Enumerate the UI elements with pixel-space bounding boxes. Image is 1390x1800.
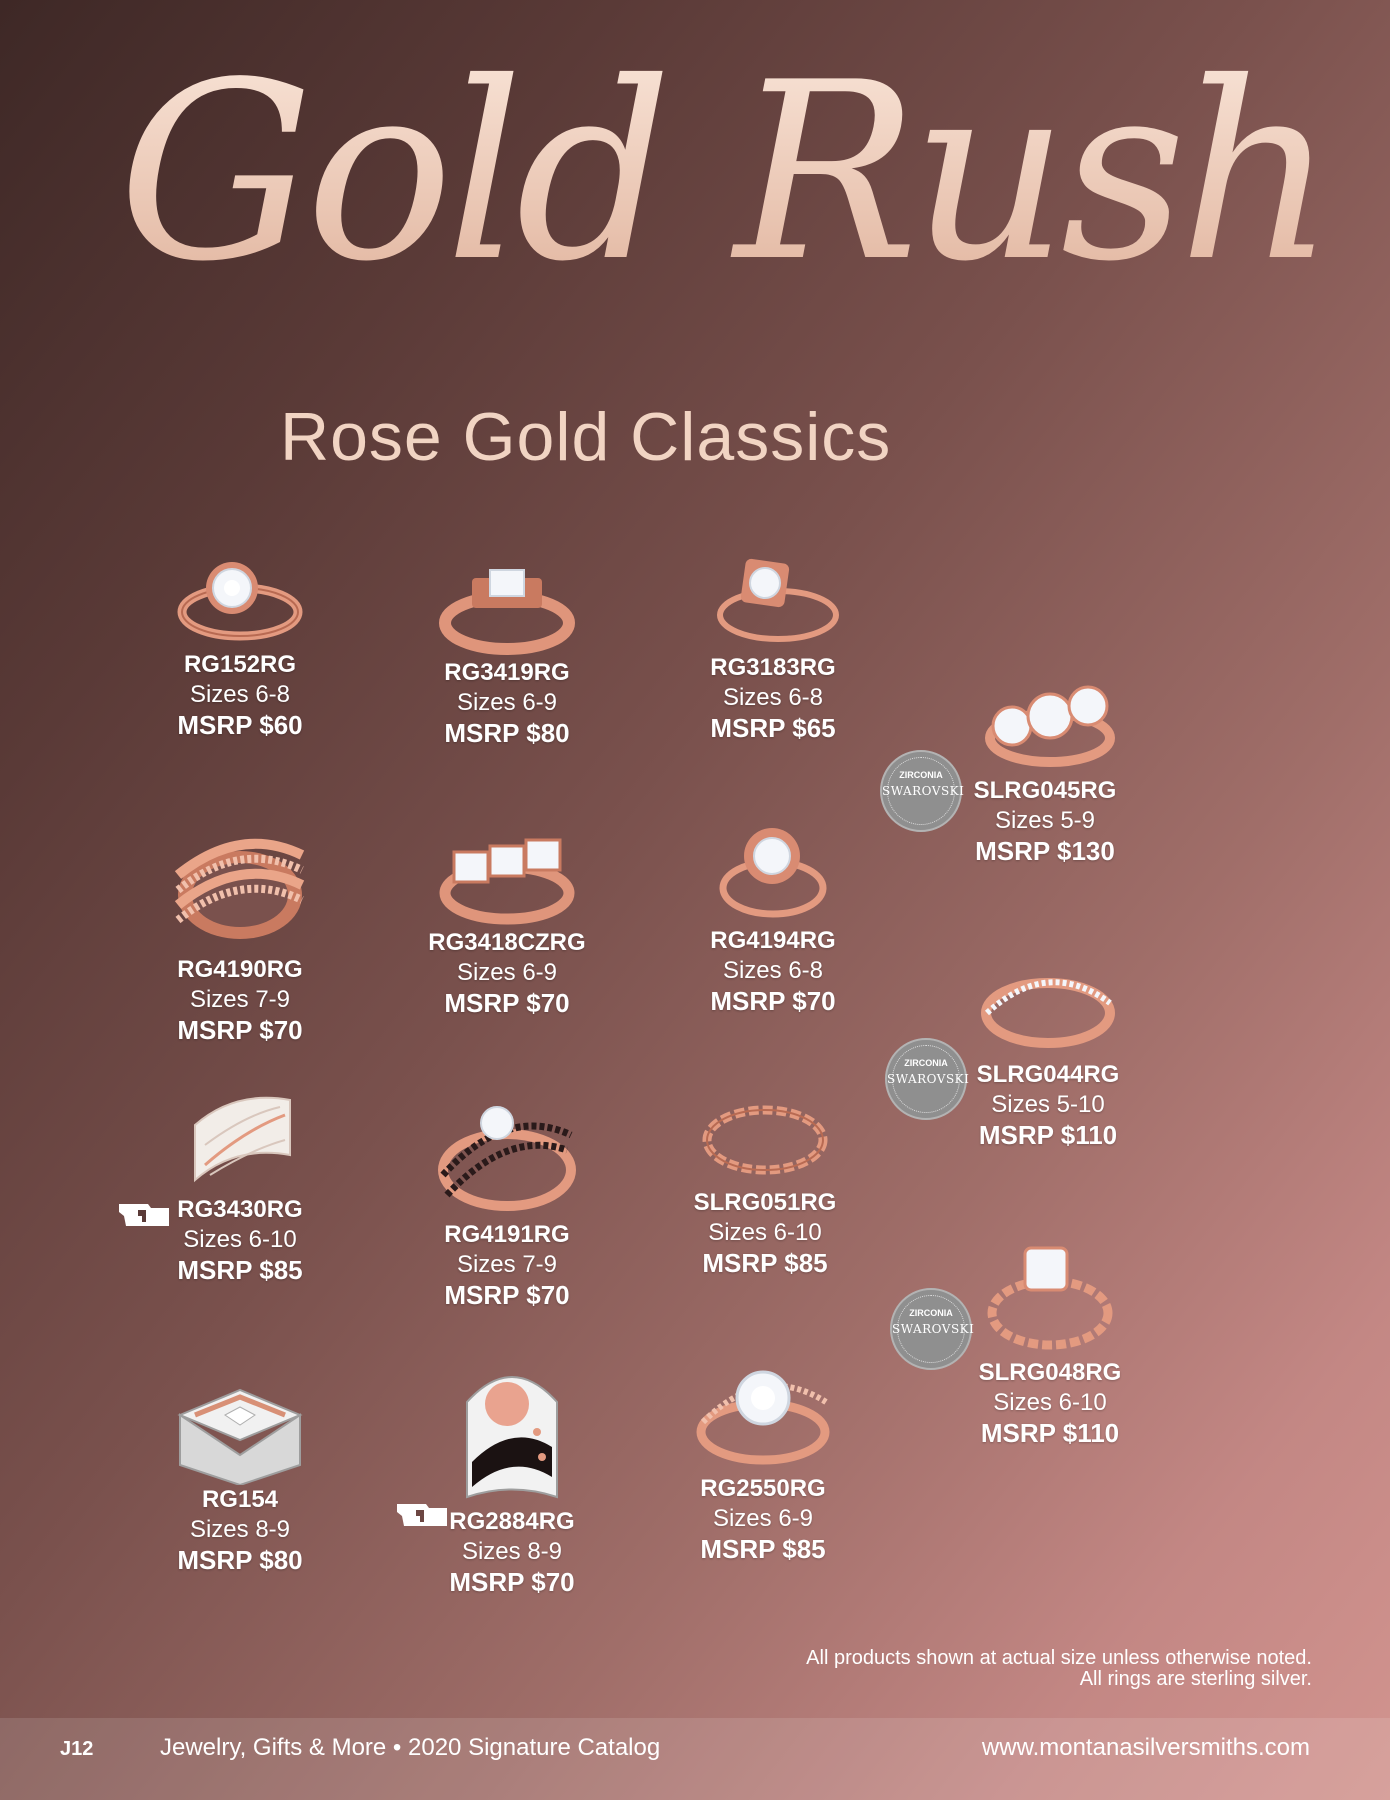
ring-image: [165, 1085, 315, 1195]
product-sizes: Sizes 6-9: [456, 959, 558, 986]
product-sku: RG3418CZRG: [428, 929, 586, 956]
product-rg4191rg[interactable]: [392, 1095, 622, 1310]
product-notes: [806, 1648, 1312, 1690]
product-sku: RG2550RG: [700, 1475, 826, 1502]
product-sku: SLRG044RG: [976, 1061, 1120, 1088]
product-price: MSRP $65: [710, 713, 836, 743]
product-sku: RG3419RG: [444, 659, 570, 686]
product-sizes: Sizes 6-10: [183, 1226, 297, 1253]
product-price: MSRP $80: [177, 1545, 303, 1575]
product-sizes: Sizes 7-9: [456, 1251, 558, 1278]
product-sizes: Sizes 6-8: [722, 684, 824, 711]
product-price: MSRP $70: [449, 1567, 575, 1597]
product-rg3430rg[interactable]: [125, 1085, 355, 1285]
montana-icon: [396, 1502, 448, 1528]
product-sizes: Sizes 5-10: [991, 1091, 1105, 1118]
product-sizes: Sizes 6-10: [708, 1219, 822, 1246]
product-sizes: Sizes 6-9: [712, 1505, 814, 1532]
product-sku: RG152RG: [183, 651, 297, 678]
ring-image: [165, 815, 315, 955]
product-slrg051rg[interactable]: [650, 1090, 880, 1278]
product-sku: RG4194RG: [710, 927, 836, 954]
swarovski-badge: [890, 1288, 975, 1370]
product-sku: SLRG045RG: [973, 777, 1117, 804]
ring-image: [970, 678, 1120, 776]
product-sku: RG4191RG: [444, 1221, 570, 1248]
page-subtitle: Rose Gold Classics: [280, 399, 892, 475]
ring-image: [427, 1095, 587, 1220]
product-slrg045rg[interactable]: [930, 678, 1160, 866]
product-sku: RG154: [201, 1486, 279, 1513]
product-sizes: Sizes 6-10: [993, 1389, 1107, 1416]
product-price: MSRP $130: [975, 836, 1115, 866]
product-price: MSRP $60: [177, 710, 303, 740]
product-sizes: Sizes 6-9: [456, 689, 558, 716]
product-sizes: Sizes 8-9: [189, 1516, 291, 1543]
product-rg3183rg[interactable]: [658, 553, 888, 743]
product-rg4190rg[interactable]: [125, 815, 355, 1045]
product-rg154[interactable]: [125, 1385, 355, 1575]
ring-image: [432, 828, 582, 928]
product-sku: RG3430RG: [177, 1196, 303, 1223]
product-price: MSRP $70: [710, 986, 836, 1016]
product-sku: SLRG051RG: [693, 1189, 837, 1216]
product-price: MSRP $70: [444, 1280, 570, 1310]
note-line: All products shown at actual size unless otherwise noted.: [806, 1647, 1312, 1669]
badge-top-text: ZIRCONIA: [904, 1058, 948, 1068]
page-title: Gold Rush: [118, 30, 1329, 315]
product-slrg044rg[interactable]: [933, 965, 1163, 1150]
website-link[interactable]: www.montanasilversmiths.com: [981, 1734, 1310, 1761]
ring-image: [170, 550, 310, 650]
product-price: MSRP $85: [700, 1534, 826, 1564]
catalog-name: Jewelry, Gifts & More • 2020 Signature Catalog: [160, 1734, 661, 1761]
badge-main-text: SWAROVSKI: [882, 784, 965, 798]
product-sizes: Sizes 6-8: [189, 681, 291, 708]
product-sizes: Sizes 5-9: [994, 807, 1096, 834]
product-rg4194rg[interactable]: [658, 818, 888, 1016]
ring-image: [432, 558, 582, 658]
ring-image: [708, 818, 838, 926]
badge-top-text: ZIRCONIA: [899, 770, 943, 780]
product-rg3418czrg[interactable]: [392, 828, 622, 1018]
product-rg2884rg[interactable]: [397, 1362, 627, 1597]
product-sku: RG3183RG: [710, 654, 836, 681]
badge-main-text: SWAROVSKI: [887, 1072, 970, 1086]
ring-image: [975, 1238, 1125, 1358]
ring-image: [452, 1362, 572, 1507]
ring-image: [973, 965, 1123, 1060]
ring-image: [698, 553, 848, 653]
product-sku: RG2884RG: [449, 1508, 575, 1535]
product-sku: RG4190RG: [177, 956, 303, 983]
product-rg3419rg[interactable]: [392, 558, 622, 748]
product-price: MSRP $110: [978, 1120, 1118, 1150]
product-rg2550rg[interactable]: [648, 1362, 878, 1564]
page-number: J12: [60, 1738, 94, 1760]
product-rg152rg[interactable]: [125, 550, 355, 740]
swarovski-badge: [885, 1038, 970, 1120]
product-price: MSRP $70: [177, 1015, 303, 1045]
swarovski-badge: [880, 750, 965, 832]
product-price: MSRP $80: [444, 718, 570, 748]
badge-top-text: ZIRCONIA: [909, 1308, 953, 1318]
product-price: MSRP $110: [980, 1418, 1120, 1448]
product-price: MSRP $85: [702, 1248, 828, 1278]
product-sizes: Sizes 8-9: [461, 1538, 563, 1565]
product-sku: SLRG048RG: [978, 1359, 1122, 1386]
product-price: MSRP $85: [177, 1255, 303, 1285]
product-sizes: Sizes 7-9: [189, 986, 291, 1013]
product-price: MSRP $70: [444, 988, 570, 1018]
ring-image: [165, 1385, 315, 1485]
montana-icon: [118, 1202, 170, 1228]
ring-image: [688, 1362, 838, 1474]
note-line: All rings are sterling silver.: [1079, 1668, 1312, 1690]
badge-main-text: SWAROVSKI: [892, 1322, 975, 1336]
ring-image: [695, 1090, 835, 1188]
product-sizes: Sizes 6-8: [722, 957, 824, 984]
